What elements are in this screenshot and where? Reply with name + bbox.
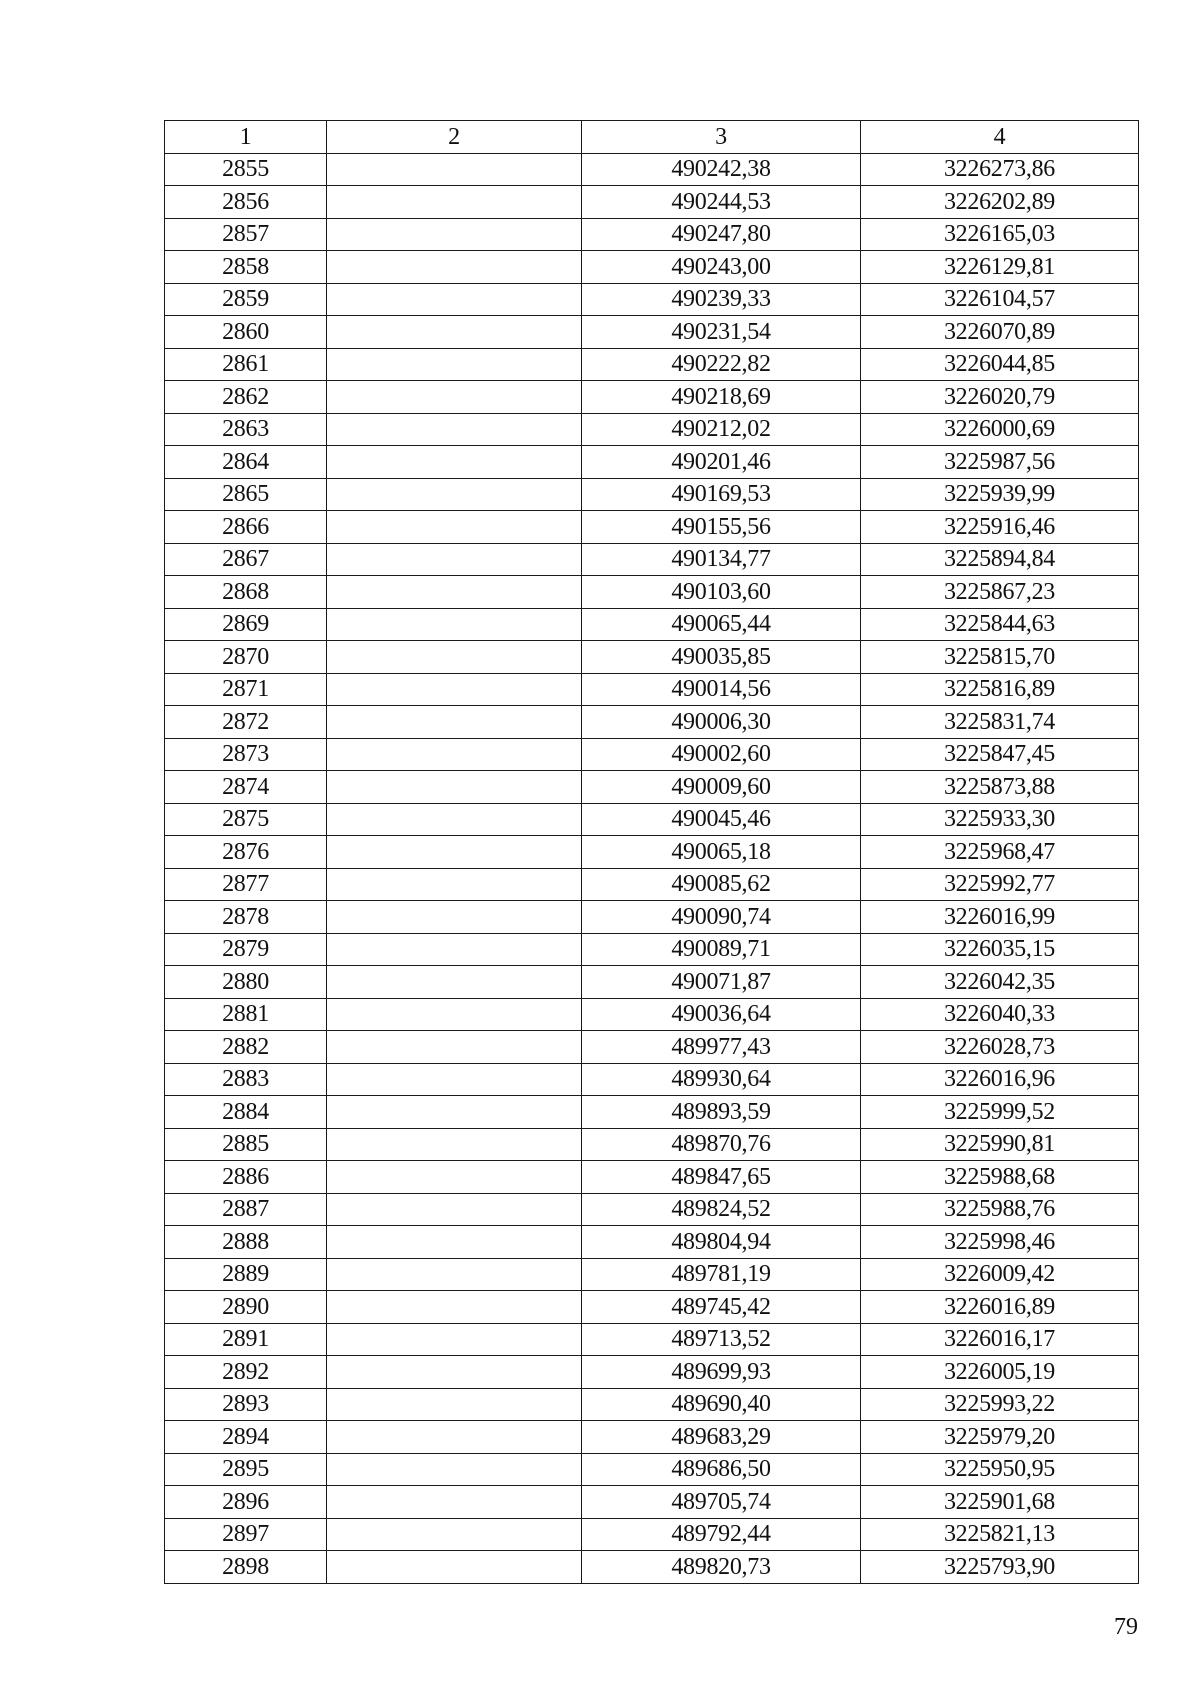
x-coordinate-cell: 489781,19 [582,1258,861,1291]
table-row [165,803,1139,836]
y-coordinate-cell: 3226028,73 [861,1031,1139,1064]
y-coordinate-cell: 3225793,90 [861,1551,1139,1584]
table-row [165,1128,1139,1161]
empty-cell [327,998,582,1031]
y-coordinate-cell: 3226070,89 [861,316,1139,349]
x-coordinate-cell: 490169,53 [582,478,861,511]
y-coordinate-cell: 3225968,47 [861,836,1139,869]
point-number-cell: 2860 [165,316,327,349]
y-coordinate-cell: 3225873,88 [861,771,1139,804]
empty-cell [327,348,582,381]
empty-cell [327,511,582,544]
table-row [165,1453,1139,1486]
y-coordinate-cell: 3226165,03 [861,218,1139,251]
table-row [165,738,1139,771]
point-number-cell: 2867 [165,543,327,576]
point-number-cell: 2855 [165,153,327,186]
y-coordinate-cell: 3226005,19 [861,1356,1139,1389]
x-coordinate-cell: 489745,42 [582,1291,861,1324]
point-number-cell: 2868 [165,576,327,609]
table-row [165,1518,1139,1551]
y-coordinate-cell: 3226273,86 [861,153,1139,186]
point-number-cell: 2866 [165,511,327,544]
x-coordinate-cell: 490045,46 [582,803,861,836]
table-row [165,251,1139,284]
point-number-cell: 2886 [165,1161,327,1194]
column-header-1: 1 [165,121,327,154]
table-row [165,1356,1139,1389]
x-coordinate-cell: 489824,52 [582,1193,861,1226]
table-row [165,771,1139,804]
x-coordinate-cell: 489705,74 [582,1486,861,1519]
x-coordinate-cell: 490065,18 [582,836,861,869]
point-number-cell: 2892 [165,1356,327,1389]
point-number-cell: 2894 [165,1421,327,1454]
table-row [165,381,1139,414]
x-coordinate-cell: 490218,69 [582,381,861,414]
y-coordinate-cell: 3225993,22 [861,1388,1139,1421]
empty-cell [327,1063,582,1096]
x-coordinate-cell: 490243,00 [582,251,861,284]
empty-cell [327,641,582,674]
x-coordinate-cell: 490247,80 [582,218,861,251]
empty-cell [327,1453,582,1486]
point-number-cell: 2889 [165,1258,327,1291]
x-coordinate-cell: 490002,60 [582,738,861,771]
empty-cell [327,413,582,446]
table-row [165,933,1139,966]
x-coordinate-cell: 490231,54 [582,316,861,349]
column-header-2: 2 [327,121,582,154]
empty-cell [327,608,582,641]
y-coordinate-cell: 3225821,13 [861,1518,1139,1551]
column-header-3: 3 [582,121,861,154]
y-coordinate-cell: 3225815,70 [861,641,1139,674]
empty-cell [327,868,582,901]
table-row [165,218,1139,251]
table-row [165,641,1139,674]
empty-cell [327,1388,582,1421]
y-coordinate-cell: 3225999,52 [861,1096,1139,1129]
table-row [165,836,1139,869]
x-coordinate-cell: 489930,64 [582,1063,861,1096]
x-coordinate-cell: 489686,50 [582,1453,861,1486]
empty-cell [327,933,582,966]
empty-cell [327,1551,582,1584]
point-number-cell: 2864 [165,446,327,479]
x-coordinate-cell: 490244,53 [582,186,861,219]
y-coordinate-cell: 3225987,56 [861,446,1139,479]
point-number-cell: 2884 [165,1096,327,1129]
table-row [165,576,1139,609]
table-row [165,1161,1139,1194]
point-number-cell: 2885 [165,1128,327,1161]
empty-cell [327,1323,582,1356]
y-coordinate-cell: 3226009,42 [861,1258,1139,1291]
point-number-cell: 2888 [165,1226,327,1259]
point-number-cell: 2896 [165,1486,327,1519]
point-number-cell: 2862 [165,381,327,414]
x-coordinate-cell: 490009,60 [582,771,861,804]
point-number-cell: 2858 [165,251,327,284]
table-row [165,901,1139,934]
x-coordinate-cell: 490134,77 [582,543,861,576]
x-coordinate-cell: 490014,56 [582,673,861,706]
y-coordinate-cell: 3225831,74 [861,706,1139,739]
table-row [165,868,1139,901]
empty-cell [327,251,582,284]
point-number-cell: 2869 [165,608,327,641]
point-number-cell: 2857 [165,218,327,251]
table-row [165,1193,1139,1226]
table-row [165,283,1139,316]
y-coordinate-cell: 3225988,68 [861,1161,1139,1194]
empty-cell [327,1128,582,1161]
y-coordinate-cell: 3226016,89 [861,1291,1139,1324]
x-coordinate-cell: 490103,60 [582,576,861,609]
y-coordinate-cell: 3226042,35 [861,966,1139,999]
empty-cell [327,543,582,576]
y-coordinate-cell: 3225939,99 [861,478,1139,511]
y-coordinate-cell: 3225847,45 [861,738,1139,771]
y-coordinate-cell: 3225950,95 [861,1453,1139,1486]
point-number-cell: 2876 [165,836,327,869]
y-coordinate-cell: 3226016,96 [861,1063,1139,1096]
y-coordinate-cell: 3226000,69 [861,413,1139,446]
empty-cell [327,1096,582,1129]
table-row [165,1388,1139,1421]
point-number-cell: 2878 [165,901,327,934]
empty-cell [327,1031,582,1064]
point-number-cell: 2890 [165,1291,327,1324]
empty-cell [327,1161,582,1194]
point-number-cell: 2898 [165,1551,327,1584]
table-row [165,1096,1139,1129]
table-row [165,1031,1139,1064]
y-coordinate-cell: 3225992,77 [861,868,1139,901]
empty-cell [327,316,582,349]
point-number-cell: 2873 [165,738,327,771]
table-row [165,478,1139,511]
empty-cell [327,966,582,999]
x-coordinate-cell: 490006,30 [582,706,861,739]
empty-cell [327,1193,582,1226]
empty-cell [327,478,582,511]
table-row [165,348,1139,381]
empty-cell [327,186,582,219]
x-coordinate-cell: 489820,73 [582,1551,861,1584]
empty-cell [327,803,582,836]
empty-cell [327,771,582,804]
x-coordinate-cell: 490212,02 [582,413,861,446]
point-number-cell: 2883 [165,1063,327,1096]
point-number-cell: 2861 [165,348,327,381]
empty-cell [327,738,582,771]
point-number-cell: 2891 [165,1323,327,1356]
coordinates-table [164,120,1139,1584]
table-row [165,706,1139,739]
page-number: 79 [1114,1614,1138,1640]
x-coordinate-cell: 489893,59 [582,1096,861,1129]
point-number-cell: 2879 [165,933,327,966]
y-coordinate-cell: 3226129,81 [861,251,1139,284]
x-coordinate-cell: 490065,44 [582,608,861,641]
x-coordinate-cell: 489977,43 [582,1031,861,1064]
empty-cell [327,218,582,251]
table-row [165,413,1139,446]
empty-cell [327,1356,582,1389]
x-coordinate-cell: 490155,56 [582,511,861,544]
empty-cell [327,673,582,706]
table-row [165,153,1139,186]
x-coordinate-cell: 489699,93 [582,1356,861,1389]
table-row [165,446,1139,479]
column-header-4: 4 [861,121,1139,154]
empty-cell [327,1226,582,1259]
point-number-cell: 2871 [165,673,327,706]
x-coordinate-cell: 490239,33 [582,283,861,316]
table-row [165,998,1139,1031]
y-coordinate-cell: 3225816,89 [861,673,1139,706]
y-coordinate-cell: 3225998,46 [861,1226,1139,1259]
y-coordinate-cell: 3226016,99 [861,901,1139,934]
empty-cell [327,901,582,934]
point-number-cell: 2865 [165,478,327,511]
table-row [165,543,1139,576]
table-row [165,608,1139,641]
point-number-cell: 2874 [165,771,327,804]
x-coordinate-cell: 490089,71 [582,933,861,966]
table-header [165,121,1139,154]
table-row [165,1323,1139,1356]
x-coordinate-cell: 489847,65 [582,1161,861,1194]
empty-cell [327,1421,582,1454]
y-coordinate-cell: 3225988,76 [861,1193,1139,1226]
point-number-cell: 2887 [165,1193,327,1226]
empty-cell [327,1518,582,1551]
point-number-cell: 2893 [165,1388,327,1421]
y-coordinate-cell: 3225990,81 [861,1128,1139,1161]
x-coordinate-cell: 490035,85 [582,641,861,674]
table-body [165,153,1139,1583]
point-number-cell: 2870 [165,641,327,674]
table-row [165,1551,1139,1584]
table-row [165,1258,1139,1291]
table-row [165,1291,1139,1324]
y-coordinate-cell: 3225901,68 [861,1486,1139,1519]
table-row [165,1063,1139,1096]
point-number-cell: 2877 [165,868,327,901]
y-coordinate-cell: 3225867,23 [861,576,1139,609]
y-coordinate-cell: 3225916,46 [861,511,1139,544]
y-coordinate-cell: 3225844,63 [861,608,1139,641]
x-coordinate-cell: 489804,94 [582,1226,861,1259]
point-number-cell: 2882 [165,1031,327,1064]
y-coordinate-cell: 3226020,79 [861,381,1139,414]
y-coordinate-cell: 3225933,30 [861,803,1139,836]
y-coordinate-cell: 3226044,85 [861,348,1139,381]
table-row [165,966,1139,999]
y-coordinate-cell: 3225979,20 [861,1421,1139,1454]
x-coordinate-cell: 490222,82 [582,348,861,381]
point-number-cell: 2875 [165,803,327,836]
y-coordinate-cell: 3226104,57 [861,283,1139,316]
empty-cell [327,446,582,479]
point-number-cell: 2872 [165,706,327,739]
table-row [165,673,1139,706]
empty-cell [327,836,582,869]
x-coordinate-cell: 489870,76 [582,1128,861,1161]
empty-cell [327,283,582,316]
x-coordinate-cell: 490242,38 [582,153,861,186]
table-row [165,1486,1139,1519]
x-coordinate-cell: 490201,46 [582,446,861,479]
y-coordinate-cell: 3226016,17 [861,1323,1139,1356]
table-row [165,1226,1139,1259]
point-number-cell: 2880 [165,966,327,999]
x-coordinate-cell: 489683,29 [582,1421,861,1454]
table-row [165,316,1139,349]
table-row [165,511,1139,544]
point-number-cell: 2897 [165,1518,327,1551]
y-coordinate-cell: 3226040,33 [861,998,1139,1031]
table-row [165,186,1139,219]
empty-cell [327,1258,582,1291]
empty-cell [327,706,582,739]
empty-cell [327,1291,582,1324]
point-number-cell: 2881 [165,998,327,1031]
point-number-cell: 2856 [165,186,327,219]
empty-cell [327,153,582,186]
x-coordinate-cell: 489690,40 [582,1388,861,1421]
y-coordinate-cell: 3225894,84 [861,543,1139,576]
x-coordinate-cell: 489713,52 [582,1323,861,1356]
table-row [165,1421,1139,1454]
x-coordinate-cell: 489792,44 [582,1518,861,1551]
empty-cell [327,381,582,414]
point-number-cell: 2863 [165,413,327,446]
point-number-cell: 2895 [165,1453,327,1486]
empty-cell [327,1486,582,1519]
empty-cell [327,576,582,609]
x-coordinate-cell: 490085,62 [582,868,861,901]
table-header-row [165,121,1139,154]
point-number-cell: 2859 [165,283,327,316]
y-coordinate-cell: 3226202,89 [861,186,1139,219]
x-coordinate-cell: 490090,74 [582,901,861,934]
y-coordinate-cell: 3226035,15 [861,933,1139,966]
x-coordinate-cell: 490071,87 [582,966,861,999]
x-coordinate-cell: 490036,64 [582,998,861,1031]
